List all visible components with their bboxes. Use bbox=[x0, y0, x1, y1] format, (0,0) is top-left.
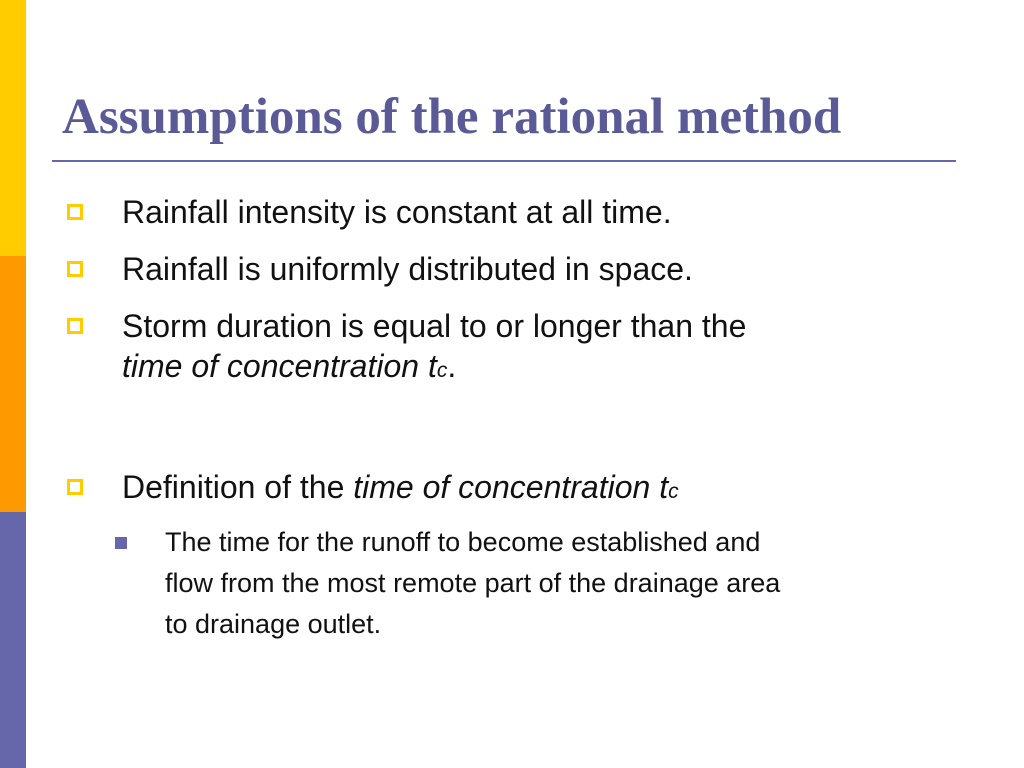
sub-bullet-line: to drainage outlet. bbox=[165, 609, 382, 639]
sub-bullet-line: The time for the runoff to become established and bbox=[165, 527, 761, 557]
sidebar-yellow-segment bbox=[0, 0, 26, 256]
hollow-square-bullet-icon bbox=[67, 479, 83, 495]
title-underline bbox=[52, 160, 956, 162]
filled-square-bullet-icon bbox=[115, 537, 127, 549]
bullet-period: . bbox=[447, 348, 457, 384]
term-time-of-concentration: time of concentration t bbox=[353, 469, 669, 505]
subscript-c: c bbox=[436, 359, 448, 382]
bullet-text bbox=[122, 306, 952, 391]
sub-bullet-text bbox=[165, 522, 955, 645]
hollow-square-bullet-icon bbox=[67, 204, 83, 220]
sub-bullet-line: flow from the most remote part of the drainage area bbox=[165, 568, 781, 598]
hollow-square-bullet-icon bbox=[67, 261, 83, 277]
bullet-text: Rainfall is uniformly distributed in space. bbox=[122, 251, 693, 287]
term-time-of-concentration: time of concentration t bbox=[122, 348, 437, 384]
bullet-text bbox=[122, 467, 952, 512]
bullet-text: Rainfall intensity is constant at all time. bbox=[122, 194, 672, 230]
subscript-c: c bbox=[668, 480, 679, 503]
sidebar-purple-segment bbox=[0, 512, 26, 768]
slide-title: Assumptions of the rational method bbox=[62, 89, 842, 145]
sidebar-orange-segment bbox=[0, 256, 26, 512]
hollow-square-bullet-icon bbox=[67, 318, 83, 334]
accent-sidebar bbox=[0, 0, 26, 768]
bullet-text-lead: Definition of the bbox=[122, 469, 354, 505]
bullet-text-line: Storm duration is equal to or longer than the bbox=[122, 308, 747, 344]
